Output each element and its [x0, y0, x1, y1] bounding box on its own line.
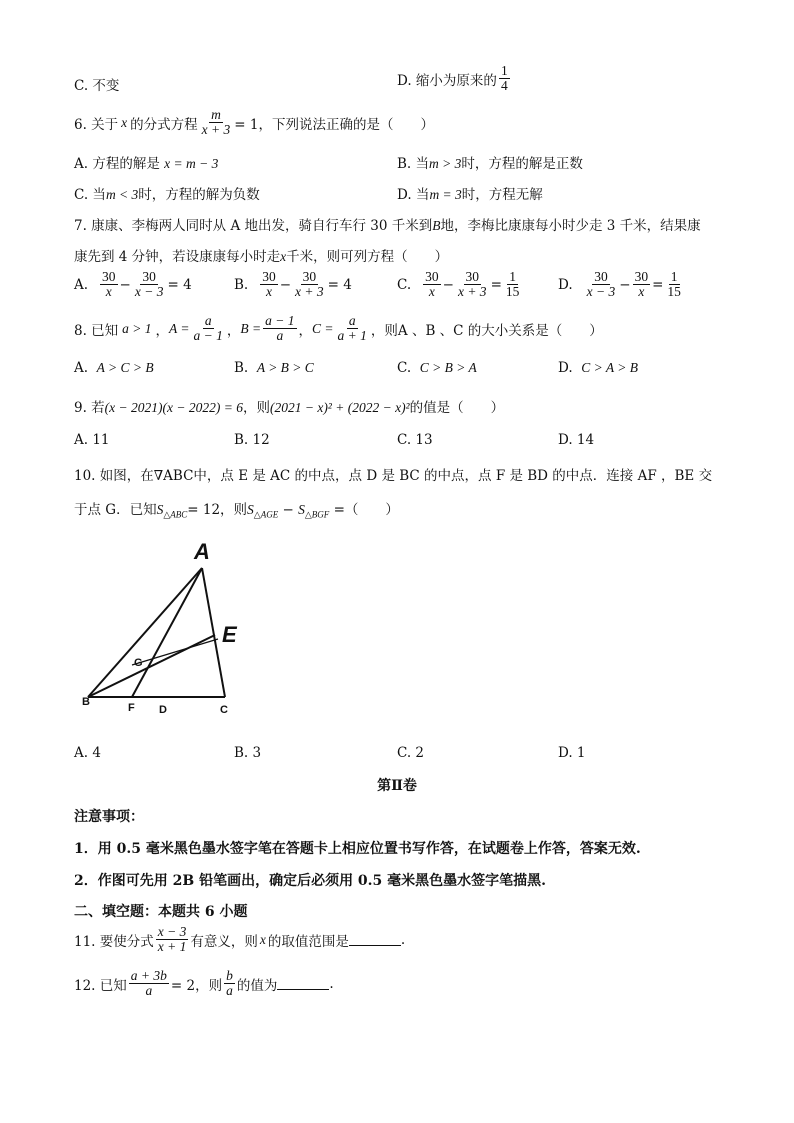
notice-item-1: 1．用 0.5 毫米黑色墨水签字笔在答题卡上相应位置书写作答，在试题卷上作答，答案无效.: [74, 841, 641, 857]
segment-ab: [88, 568, 202, 697]
label-b: B: [82, 696, 90, 708]
q7-d-frac2: $\frac{30}{x}$: [634, 269, 649, 300]
q10-triangle-figure: [70, 535, 260, 720]
q9-option-b: B. 12: [234, 432, 270, 448]
q9-stem: 9. 若(x − 2021)(x − 2022) = 6，则(2021 − x)² + (2022 − x)²的值是（ ）: [74, 400, 505, 416]
q12-fraction-2: $\frac{b}{a}$: [226, 968, 233, 999]
q9-option-d: D. 14: [558, 432, 595, 448]
segment-ge: [132, 639, 218, 665]
q10-option-a: A. 4: [74, 745, 101, 761]
q11-stem: 11. 要使分式 $\frac{x - 3}{x + 1}$ 有意义，则 x 的取值范围是 .: [74, 924, 406, 955]
label-a: A: [194, 539, 210, 564]
q10-stem-line1: 10. 如图，在∇ABC中，点 E 是 AC 的中点，点 D 是 BC 的中点，点 F 是 BD 的中点．连接 AF ，BE 交: [74, 468, 713, 484]
part2-title: 第Ⅱ卷: [377, 778, 417, 794]
segment-af: [132, 568, 202, 697]
q7-d-frac1: $\frac{30}{x - 3}$: [586, 269, 616, 300]
q8-stem: 8. 已知 a > 1 ， A = $\frac{a}{a - 1}$ ， B = $\frac{a - 1}{a}$ ， C = $\frac{a}{a + 1}$ ，则A 、B 、C 的大小关系是（ ）: [74, 313, 603, 344]
q6-option-a: A. 方程的解是 x = m − 3: [74, 156, 219, 172]
q6-lead: 6. 关于: [74, 116, 119, 133]
q10-option-b: B. 3: [234, 745, 262, 761]
q10-option-c: C. 2: [397, 745, 425, 761]
q9-option-c: C. 13: [397, 432, 433, 448]
q8-option-b: B. A > B > C: [234, 360, 314, 376]
q7-a-frac2: $\frac{30}{x - 3}$: [134, 269, 164, 300]
q12-answer-blank[interactable]: [277, 977, 329, 990]
q8-option-d: D. C > A > B: [558, 360, 638, 376]
q7-b-frac1: $\frac{30}{x}$: [262, 269, 276, 300]
q5-option-d-fraction: $\frac{1}{4}$: [500, 63, 508, 94]
q8-option-c: C. C > B > A: [397, 360, 477, 376]
q7-stem-line2: 康先到 4 分钟，若设康康每小时走x千米，则可列方程（ ）: [74, 249, 449, 265]
q6-option-b: B. 当m > 3时，方程的解是正数: [397, 156, 583, 172]
q6-tail: = 1，下列说法正确的是（ ）: [234, 116, 434, 133]
q5-option-c: C. 不变: [74, 78, 120, 94]
q7-option-d: D. $\frac{30}{x - 3}$ − $\frac{30}{x}$ = $\frac{1}{15}$: [558, 269, 681, 300]
q5-option-d-text: D. 缩小为原来的: [397, 72, 497, 89]
q7-b-frac2: $\frac{30}{x + 3}$: [295, 269, 324, 300]
label-c: C: [220, 704, 228, 716]
q8-frac-c: $\frac{a}{a + 1}$: [337, 313, 367, 344]
q7-c-frac3: $\frac{1}{15}$: [505, 269, 520, 300]
q10-option-d: D. 1: [558, 745, 586, 761]
q7-option-a: A. $\frac{30}{x}$ − $\frac{30}{x - 3}$ = 4: [74, 269, 192, 300]
q6-option-d: D. 当m = 3时，方程无解: [397, 187, 543, 203]
q8-frac-b: $\frac{a - 1}{a}$: [265, 313, 295, 344]
q7-stem-line1: 7. 康康、李梅两人同时从 A 地出发，骑自行车行 30 千米到B地，李梅比康康每小时少走 3 千米，结果康: [74, 218, 701, 234]
q11-fraction: $\frac{x - 3}{x + 1}$: [157, 924, 187, 955]
segment-be: [88, 635, 215, 697]
label-d: D: [159, 704, 167, 716]
q6-var: x: [121, 114, 128, 130]
q11-answer-blank[interactable]: [349, 933, 401, 946]
q7-c-frac2: $\frac{30}{x + 3}$: [457, 269, 487, 300]
q12-stem: 12. 已知 $\frac{a + 3b}{a}$ = 2，则 $\frac{b}{a}$ 的值为 .: [74, 968, 334, 999]
section-heading: 二、填空题：本题共 6 小题: [74, 904, 248, 920]
q7-a-frac1: $\frac{30}{x}$: [102, 269, 116, 300]
q6-mid: 的分式方程: [130, 116, 198, 133]
q7-option-b: B. $\frac{30}{x}$ − $\frac{30}{x + 3}$ = 4: [234, 269, 352, 300]
q5-option-d: [397, 64, 512, 93]
q7-d-frac3: $\frac{1}{15}$: [667, 269, 681, 300]
notice-item-2: 2．作图可先用 2B 铅笔画出，确定后必须用 0.5 毫米黑色墨水签字笔描黑.: [74, 873, 547, 889]
q10-stem-line2: 于点 G．已知$S_{\triangle ABC}= 12$，则$S_{\triangle AGE} - S_{\triangle BGF}$ =（ ）: [74, 502, 399, 520]
q7-c-frac1: $\frac{30}{x}$: [425, 269, 439, 300]
q6-stem: [74, 108, 434, 137]
label-f: F: [128, 702, 135, 714]
label-e: E: [222, 622, 237, 647]
q6-option-c: C. 当m < 3时，方程的解为负数: [74, 187, 260, 203]
q8-frac-a: $\frac{a}{a - 1}$: [193, 313, 223, 344]
label-g: G: [134, 657, 143, 669]
notice-title: 注意事项：: [74, 809, 144, 825]
q8-option-a: A. A > C > B: [74, 360, 154, 376]
q7-option-c: C. $\frac{30}{x}$ − $\frac{30}{x + 3}$ = $\frac{1}{15}$: [397, 269, 520, 300]
q6-fraction: $\frac{m}{x + 3}$: [201, 107, 231, 138]
q12-fraction-1: $\frac{a + 3b}{a}$: [130, 968, 167, 999]
q9-option-a: A. 11: [74, 432, 110, 448]
